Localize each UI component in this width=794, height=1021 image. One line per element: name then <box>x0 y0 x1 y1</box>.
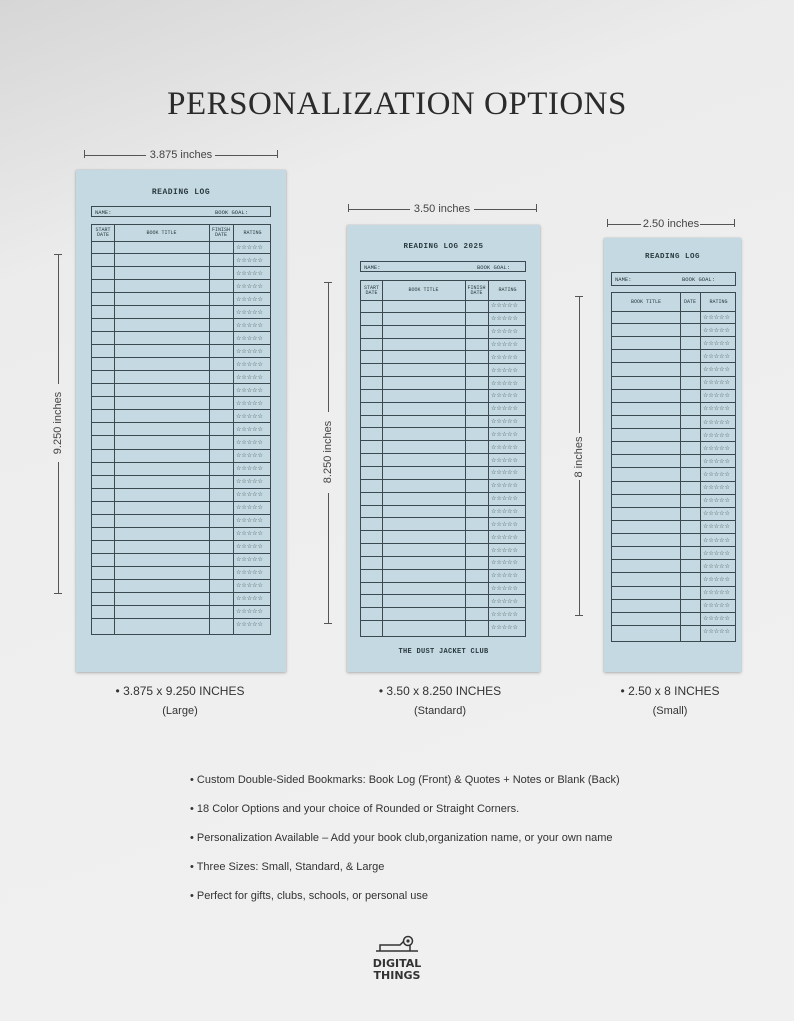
star-rating: ☆☆☆☆☆ <box>703 352 730 360</box>
dimension-line <box>579 296 580 433</box>
star-rating: ☆☆☆☆☆ <box>236 543 263 551</box>
feature-item: • 18 Color Options and your choice of Rounded or Straight Corners. <box>190 803 520 815</box>
star-rating: ☆☆☆☆☆ <box>703 589 730 597</box>
star-rating: ☆☆☆☆☆ <box>703 575 730 583</box>
star-rating: ☆☆☆☆☆ <box>236 373 263 381</box>
width-label: 3.50 inches <box>413 203 471 215</box>
star-rating: ☆☆☆☆☆ <box>491 520 518 528</box>
star-rating: ☆☆☆☆☆ <box>236 269 263 277</box>
star-rating: ☆☆☆☆☆ <box>491 597 518 605</box>
feature-item: • Three Sizes: Small, Standard, & Large <box>190 861 385 873</box>
column-header: DATE <box>683 298 696 305</box>
card-title: READING LOG <box>644 253 700 261</box>
column-header: FINISH DATE <box>467 284 486 296</box>
goal-label: BOOK GOAL: <box>477 264 511 271</box>
star-rating: ☆☆☆☆☆ <box>703 431 730 439</box>
star-rating: ☆☆☆☆☆ <box>703 457 730 465</box>
bookmark-card-large <box>76 170 286 672</box>
star-rating: ☆☆☆☆☆ <box>703 471 730 478</box>
name-goal-box <box>360 261 526 272</box>
star-rating: ☆☆☆☆☆ <box>491 585 518 593</box>
star-rating: ☆☆☆☆☆ <box>491 469 518 477</box>
width-label: 2.50 inches <box>642 218 700 230</box>
star-rating: ☆☆☆☆☆ <box>703 536 730 544</box>
star-rating: ☆☆☆☆☆ <box>491 456 518 464</box>
star-rating: ☆☆☆☆☆ <box>703 628 730 636</box>
star-rating: ☆☆☆☆☆ <box>491 559 518 567</box>
dimension-line <box>700 224 734 225</box>
goal-label: BOOK GOAL: <box>215 209 249 216</box>
star-rating: ☆☆☆☆☆ <box>236 308 263 316</box>
star-rating: ☆☆☆☆☆ <box>236 582 263 590</box>
star-rating: ☆☆☆☆☆ <box>491 315 518 323</box>
star-rating: ☆☆☆☆☆ <box>491 610 518 618</box>
size-name: (Large) <box>162 705 198 717</box>
size-name: (Standard) <box>414 705 466 717</box>
dimension-tick <box>607 219 608 227</box>
star-rating: ☆☆☆☆☆ <box>236 347 263 355</box>
dimension-line <box>607 224 641 225</box>
height-label: 8 inches <box>573 436 585 478</box>
goal-label: BOOK GOAL: <box>682 276 716 283</box>
star-rating: ☆☆☆☆☆ <box>491 430 518 438</box>
logo-line2: THINGS <box>373 969 421 982</box>
star-rating: ☆☆☆☆☆ <box>491 533 518 541</box>
size-caption: • 2.50 x 8 INCHES <box>620 684 720 698</box>
height-label: 9.250 inches <box>52 391 64 455</box>
name-goal-box <box>91 206 271 217</box>
star-rating: ☆☆☆☆☆ <box>236 530 263 538</box>
star-rating: ☆☆☆☆☆ <box>236 452 263 460</box>
card-title: READING LOG <box>151 188 211 197</box>
log-table <box>611 292 736 642</box>
star-rating: ☆☆☆☆☆ <box>491 482 518 490</box>
column-header: BOOK TITLE <box>408 287 439 293</box>
size-caption: • 3.50 x 8.250 INCHES <box>378 684 502 698</box>
star-rating: ☆☆☆☆☆ <box>236 425 263 433</box>
column-header: RATING <box>498 287 517 293</box>
column-header: BOOK TITLE <box>146 229 177 236</box>
star-rating: ☆☆☆☆☆ <box>703 549 730 557</box>
star-rating: ☆☆☆☆☆ <box>491 495 518 503</box>
star-rating: ☆☆☆☆☆ <box>491 418 518 426</box>
star-rating: ☆☆☆☆☆ <box>491 366 518 374</box>
bookmark-card-small <box>604 238 741 672</box>
star-rating: ☆☆☆☆☆ <box>491 405 518 413</box>
size-name: (Small) <box>652 705 688 717</box>
star-rating: ☆☆☆☆☆ <box>703 392 730 400</box>
dimension-line <box>84 155 146 156</box>
star-rating: ☆☆☆☆☆ <box>236 256 263 264</box>
star-rating: ☆☆☆☆☆ <box>236 517 263 525</box>
star-rating: ☆☆☆☆☆ <box>703 562 730 570</box>
height-label: 8.250 inches <box>322 420 334 484</box>
name-label: NAME: <box>615 276 632 283</box>
dimension-line <box>348 209 410 210</box>
camera-icon <box>370 935 424 955</box>
star-rating: ☆☆☆☆☆ <box>236 243 263 251</box>
dimension-line <box>58 254 59 384</box>
logo-line1: DIGITAL <box>372 957 422 970</box>
star-rating: ☆☆☆☆☆ <box>236 465 263 473</box>
star-rating: ☆☆☆☆☆ <box>236 360 263 368</box>
star-rating: ☆☆☆☆☆ <box>236 412 263 420</box>
star-rating: ☆☆☆☆☆ <box>236 321 263 329</box>
column-header: FINISH DATE <box>211 227 230 238</box>
dimension-line <box>474 209 536 210</box>
column-header: START DATE <box>363 284 379 296</box>
star-rating: ☆☆☆☆☆ <box>236 608 263 616</box>
star-rating: ☆☆☆☆☆ <box>491 353 518 361</box>
star-rating: ☆☆☆☆☆ <box>703 366 730 374</box>
dimension-line <box>215 155 277 156</box>
log-table <box>360 280 526 637</box>
dimension-tick <box>536 204 537 212</box>
star-rating: ☆☆☆☆☆ <box>236 334 263 342</box>
star-rating: ☆☆☆☆☆ <box>703 339 730 347</box>
feature-item: • Perfect for gifts, clubs, schools, or personal use <box>190 890 429 902</box>
dimension-line <box>58 462 59 593</box>
dimension-tick <box>54 593 62 594</box>
name-label: NAME: <box>364 264 381 271</box>
star-rating: ☆☆☆☆☆ <box>236 399 263 407</box>
star-rating: ☆☆☆☆☆ <box>236 621 263 629</box>
star-rating: ☆☆☆☆☆ <box>491 507 518 515</box>
star-rating: ☆☆☆☆☆ <box>491 623 518 631</box>
log-table <box>91 224 271 635</box>
star-rating: ☆☆☆☆☆ <box>703 523 730 531</box>
dimension-tick <box>84 150 85 158</box>
star-rating: ☆☆☆☆☆ <box>236 595 263 603</box>
star-rating: ☆☆☆☆☆ <box>491 546 518 554</box>
column-header: RATING <box>709 298 728 305</box>
star-rating: ☆☆☆☆☆ <box>491 443 518 451</box>
star-rating: ☆☆☆☆☆ <box>236 504 263 512</box>
star-rating: ☆☆☆☆☆ <box>236 282 263 290</box>
column-header: START DATE <box>95 227 111 238</box>
star-rating: ☆☆☆☆☆ <box>491 379 518 387</box>
star-rating: ☆☆☆☆☆ <box>491 302 518 310</box>
star-rating: ☆☆☆☆☆ <box>703 379 730 387</box>
name-goal-box <box>611 272 736 286</box>
dimension-line <box>328 282 329 412</box>
star-rating: ☆☆☆☆☆ <box>236 439 263 447</box>
star-rating: ☆☆☆☆☆ <box>703 326 730 334</box>
star-rating: ☆☆☆☆☆ <box>236 295 263 303</box>
column-header: RATING <box>243 229 262 236</box>
feature-item: • Personalization Available – Add your book club,organization name, or your own name <box>190 832 613 844</box>
name-label: NAME: <box>95 209 112 216</box>
brand-logo <box>370 935 424 982</box>
column-header: BOOK TITLE <box>630 298 661 305</box>
feature-item: • Custom Double-Sided Bookmarks: Book Log (Front) & Quotes + Notes or Blank (Back) <box>190 774 620 786</box>
dimension-tick <box>575 615 583 616</box>
star-rating: ☆☆☆☆☆ <box>491 340 518 348</box>
star-rating: ☆☆☆☆☆ <box>703 615 730 623</box>
star-rating: ☆☆☆☆☆ <box>703 484 730 492</box>
dimension-line <box>579 480 580 615</box>
card-title: READING LOG 2025 <box>403 243 484 251</box>
star-rating: ☆☆☆☆☆ <box>491 572 518 580</box>
card-footer: THE DUST JACKET CLUB <box>398 648 489 656</box>
page-title: PERSONALIZATION OPTIONS <box>167 86 627 122</box>
star-rating: ☆☆☆☆☆ <box>236 386 263 394</box>
star-rating: ☆☆☆☆☆ <box>703 313 730 321</box>
bookmark-card-standard <box>347 225 540 672</box>
star-rating: ☆☆☆☆☆ <box>703 602 730 610</box>
star-rating: ☆☆☆☆☆ <box>236 491 263 499</box>
star-rating: ☆☆☆☆☆ <box>491 328 518 336</box>
dimension-tick <box>277 150 278 158</box>
star-rating: ☆☆☆☆☆ <box>703 510 730 518</box>
size-caption: • 3.875 x 9.250 INCHES <box>115 684 245 698</box>
star-rating: ☆☆☆☆☆ <box>703 444 730 452</box>
width-label: 3.875 inches <box>149 149 213 161</box>
star-rating: ☆☆☆☆☆ <box>703 497 730 505</box>
star-rating: ☆☆☆☆☆ <box>491 392 518 400</box>
feature-list <box>190 774 620 919</box>
star-rating: ☆☆☆☆☆ <box>236 556 263 564</box>
star-rating: ☆☆☆☆☆ <box>703 405 730 413</box>
star-rating: ☆☆☆☆☆ <box>236 478 263 486</box>
dimension-tick <box>734 219 735 227</box>
star-rating: ☆☆☆☆☆ <box>236 569 263 577</box>
dimension-tick <box>324 623 332 624</box>
dimension-line <box>328 493 329 623</box>
dimension-tick <box>348 204 349 212</box>
star-rating: ☆☆☆☆☆ <box>703 418 730 426</box>
